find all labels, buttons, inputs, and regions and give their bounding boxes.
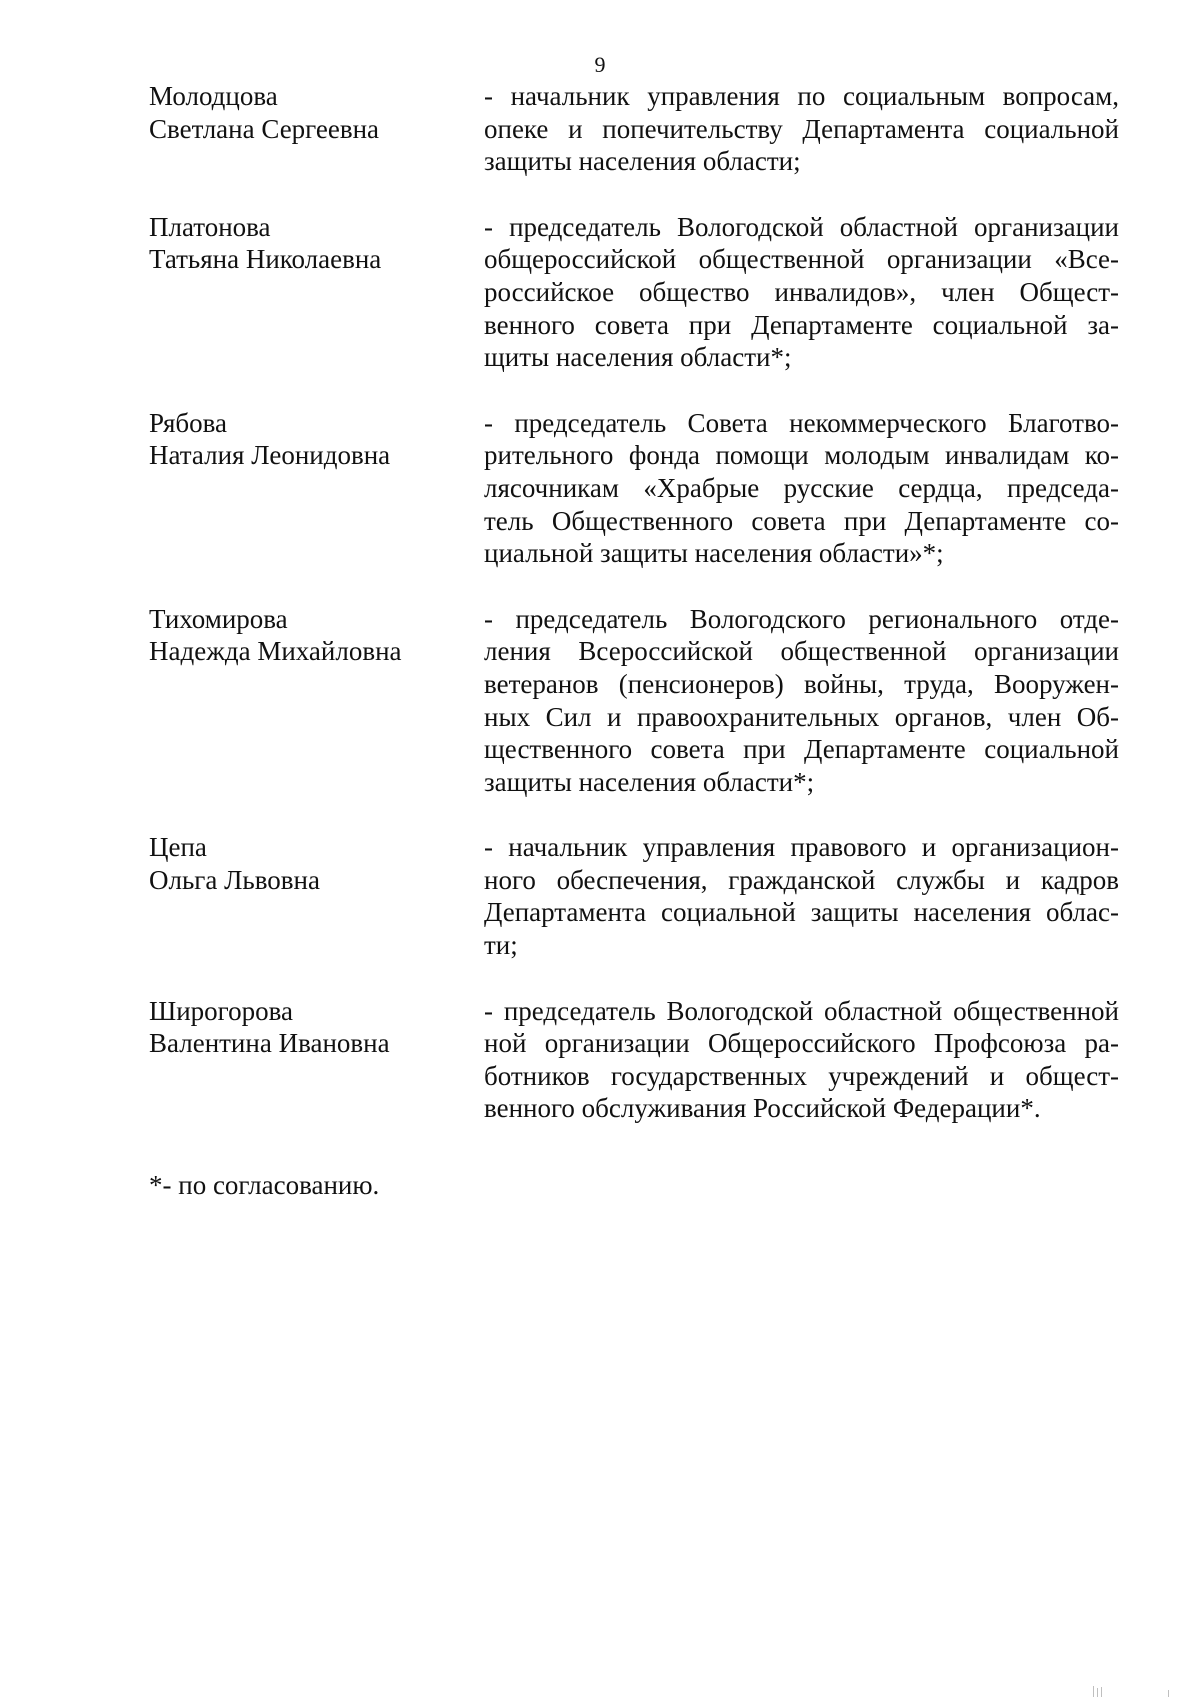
page-number: 9 xyxy=(594,52,606,77)
member-role xyxy=(484,603,1119,799)
member-name xyxy=(149,831,484,896)
member-role xyxy=(484,407,1119,570)
role-line: ления Всероссийской общественной организации xyxy=(484,636,1119,667)
role-line: ветеранов (пенсионеров) войны, труда, Вооружен- xyxy=(484,668,1119,699)
role-line: лясочникам «Храбрые русские сердца, председа- xyxy=(484,472,1119,503)
member-given-names: Наталия Леонидовна xyxy=(149,440,391,471)
role-line: тель Общественного совета при Департаменте со- xyxy=(484,505,1119,536)
role-line: опеке и попечительству Департамента социальной xyxy=(484,113,1119,144)
member-surname: Тихомирова xyxy=(149,603,288,634)
scan-artifact xyxy=(1101,1687,1102,1697)
role-line: защиты населения области; xyxy=(484,146,801,177)
role-line: ного обеспечения, гражданской службы и кадров xyxy=(484,864,1119,895)
member-given-names: Светлана Сергеевна xyxy=(149,113,380,144)
role-line: - начальник управления правового и организацион- xyxy=(484,832,1119,863)
member-given-names: Валентина Ивановна xyxy=(149,1028,390,1059)
member-role xyxy=(484,995,1119,1125)
role-line: венного совета при Департаменте социальной за- xyxy=(484,309,1119,340)
member-surname: Широгорова xyxy=(149,995,293,1026)
member-entry xyxy=(149,407,1122,570)
member-role xyxy=(484,831,1119,961)
member-name xyxy=(149,407,484,472)
role-line: российское общество инвалидов», член Общест- xyxy=(484,276,1119,307)
role-line: венного обслуживания Российской Федерации*. xyxy=(484,1093,1041,1124)
role-line: рительного фонда помощи молодым инвалидам ко- xyxy=(484,440,1119,471)
member-name xyxy=(149,80,484,145)
member-entry xyxy=(149,80,1122,178)
member-entry xyxy=(149,995,1122,1125)
member-surname: Платонова xyxy=(149,211,271,242)
member-entry xyxy=(149,603,1122,799)
footnote: *- по согласованию. xyxy=(149,1170,380,1200)
member-name xyxy=(149,603,484,668)
role-line: - председатель Вологодского регионального отде- xyxy=(484,603,1119,634)
role-line: защиты населения области*; xyxy=(484,766,815,797)
role-line: - председатель Вологодской областной общественной xyxy=(484,995,1119,1026)
scan-artifact xyxy=(1097,1688,1098,1697)
member-role xyxy=(484,80,1119,178)
member-surname: Цепа xyxy=(149,832,207,863)
role-line: Департамента социальной защиты населения облас- xyxy=(484,897,1119,928)
member-surname: Молодцова xyxy=(149,81,278,111)
member-role xyxy=(484,211,1119,374)
member-given-names: Надежда Михайловна xyxy=(149,636,402,667)
member-entry xyxy=(149,211,1122,374)
members-list xyxy=(149,80,1122,1158)
role-line: общероссийской общественной организации «Все- xyxy=(484,244,1119,275)
role-line: щественного совета при Департаменте социальной xyxy=(484,734,1119,765)
member-entry xyxy=(149,831,1122,961)
role-line: ботников государственных учреждений и общест- xyxy=(484,1060,1119,1091)
member-given-names: Ольга Львовна xyxy=(149,864,320,895)
role-line: - председатель Вологодской областной организации xyxy=(484,211,1119,242)
role-line: - председатель Совета некоммерческого Благотво- xyxy=(484,407,1119,438)
role-line: ной организации Общероссийского Профсоюза ра- xyxy=(484,1028,1119,1059)
scan-artifact xyxy=(1168,1690,1169,1697)
scan-artifact xyxy=(1093,1686,1094,1697)
member-given-names: Татьяна Николаевна xyxy=(149,244,382,275)
member-name xyxy=(149,995,484,1060)
member-name xyxy=(149,211,484,276)
role-line: ных Сил и правоохранительных органов, член Об- xyxy=(484,701,1119,732)
role-line: щиты населения области*; xyxy=(484,342,792,373)
member-surname: Рябова xyxy=(149,407,228,438)
role-line: циальной защиты населения области»*; xyxy=(484,538,944,569)
role-line: ти; xyxy=(484,930,518,961)
role-line: - начальник управления по социальным вопросам, xyxy=(484,81,1119,111)
